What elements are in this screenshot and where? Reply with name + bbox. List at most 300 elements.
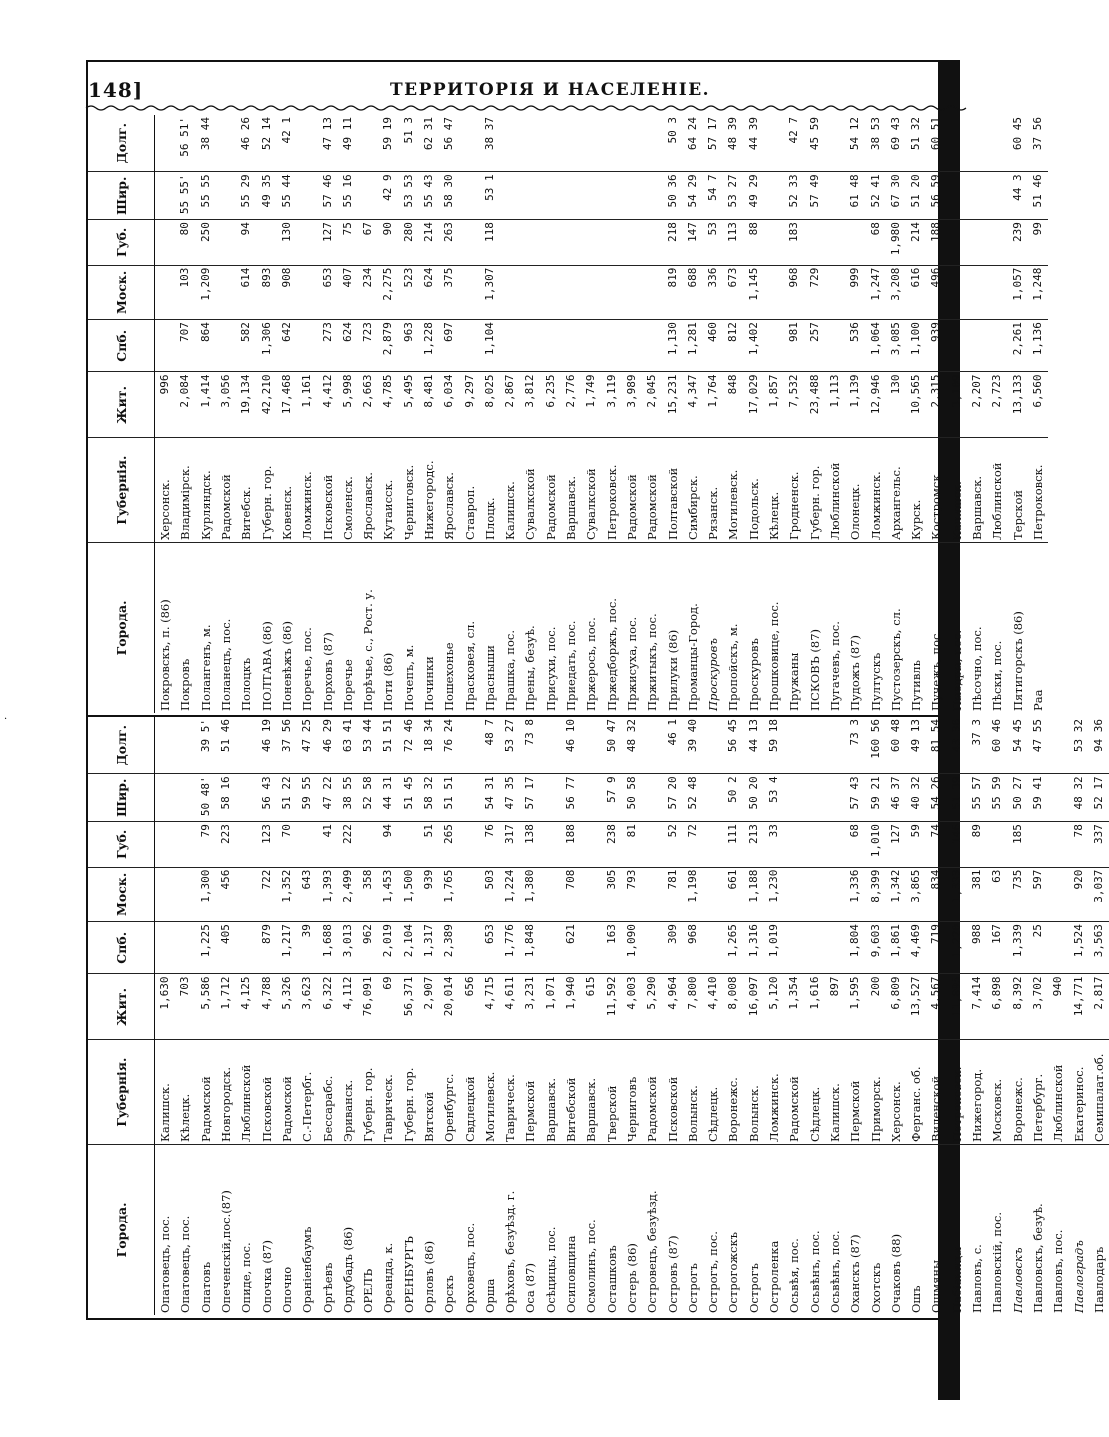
- value-cell: 3,865: [906, 867, 926, 922]
- city-cell: Опиде, пос.: [236, 1144, 256, 1315]
- value-cell: [541, 822, 561, 867]
- value-cell: 88: [744, 220, 764, 265]
- table-row: [1007, 717, 1027, 1315]
- table-row: [703, 717, 723, 1315]
- table-row: [1007, 115, 1027, 713]
- province-cell: Радомской: [541, 438, 561, 543]
- value-cell: 707: [175, 320, 195, 372]
- value-cell: 1,804: [845, 922, 865, 974]
- city-cell: Опатовецъ, пос.: [175, 1144, 195, 1315]
- city-cell: Полангенъ, м.: [196, 542, 216, 713]
- value-cell: 46 1: [665, 719, 679, 746]
- value-cell: 200: [865, 974, 885, 1040]
- city-cell: Прилуки (86): [662, 542, 682, 713]
- value-cell: 52 33: [784, 172, 804, 220]
- city-cell: Полоцкъ: [236, 542, 256, 713]
- value-cell: 812: [723, 320, 743, 372]
- value-cell: [520, 220, 540, 265]
- value-cell: 6,898: [987, 974, 1007, 1040]
- value-cell: [947, 172, 967, 220]
- province-cell: Семипалат.об.: [1089, 1040, 1109, 1145]
- value-cell: 76 24: [442, 719, 456, 753]
- value-cell: [175, 867, 195, 922]
- province-cell: Люблинской: [825, 438, 845, 543]
- value-cell: 51: [419, 822, 439, 867]
- value-cell: [764, 220, 784, 265]
- value-cell: 893: [256, 265, 276, 320]
- table-row: [967, 115, 987, 713]
- value-cell: 56 47: [442, 117, 456, 151]
- table-row: [500, 115, 520, 713]
- city-cell: Острогъ: [744, 1144, 764, 1315]
- value-cell: 51 32: [909, 117, 923, 151]
- value-cell: 496: [926, 265, 946, 320]
- city-cell: Опеченскій,пос.(87): [216, 1144, 236, 1315]
- city-cell: Раа: [1028, 542, 1048, 713]
- value-cell: 1,139: [845, 372, 865, 438]
- value-cell: 40 32: [906, 774, 926, 822]
- value-cell: 834: [926, 867, 946, 922]
- value-cell: [541, 172, 561, 220]
- value-cell: 305: [602, 867, 622, 922]
- value-cell: [581, 320, 601, 372]
- value-cell: [459, 220, 479, 265]
- province-cell: Варшавск.: [541, 1040, 561, 1145]
- city-cell: Пабіаницы: [947, 1144, 967, 1315]
- value-cell: [541, 115, 561, 172]
- value-cell: [459, 172, 479, 220]
- value-cell: 68: [865, 220, 885, 265]
- city-cell: Проскуровъ: [703, 542, 723, 713]
- value-cell: [703, 867, 723, 922]
- value-cell: 2,776: [561, 372, 581, 438]
- value-cell: 57 46: [317, 172, 337, 220]
- value-cell: 146: [947, 822, 967, 867]
- city-cell: Ореанда, к.: [378, 1144, 398, 1315]
- value-cell: 1,228: [419, 320, 439, 372]
- city-cell: Ошъ: [906, 1144, 926, 1315]
- value-cell: 43 36: [949, 719, 963, 753]
- province-cell: Оренбургс.: [439, 1040, 459, 1145]
- value-cell: [825, 115, 845, 172]
- city-cell: Опочка (87): [256, 1144, 276, 1315]
- value-cell: 1,198: [683, 867, 703, 922]
- value-cell: 4,611: [500, 974, 520, 1040]
- province-cell: Нижегородс.: [419, 438, 439, 543]
- value-cell: 118: [480, 220, 500, 265]
- value-cell: 4,003: [622, 974, 642, 1040]
- value-cell: 72 46: [401, 719, 415, 753]
- value-cell: [947, 265, 967, 320]
- value-cell: [541, 774, 561, 822]
- value-cell: 42 7: [787, 117, 801, 144]
- value-cell: 819: [662, 265, 682, 320]
- value-cell: 897: [825, 974, 845, 1040]
- value-cell: 263: [439, 220, 459, 265]
- value-cell: 218: [662, 220, 682, 265]
- value-cell: 4,715: [480, 974, 500, 1040]
- value-cell: 56 77: [561, 774, 581, 822]
- value-cell: 2,389: [439, 922, 459, 974]
- table-row: [744, 115, 764, 713]
- value-cell: 257: [805, 320, 825, 372]
- value-cell: 1,453: [378, 867, 398, 922]
- rotated-table: [88, 115, 1106, 1315]
- city-cell: Островъ (87): [662, 1144, 682, 1315]
- value-cell: 1,316: [744, 922, 764, 974]
- city-cell: Поти (86): [378, 542, 398, 713]
- column-header: Спб.: [88, 320, 155, 372]
- value-cell: 61 48: [845, 172, 865, 220]
- city-cell: Пржедборжъ, пос.: [602, 542, 622, 713]
- value-cell: 56 59: [926, 172, 946, 220]
- value-cell: [459, 115, 479, 172]
- city-cell: Пустозерскъ, сл.: [886, 542, 906, 713]
- province-cell: Люблинской: [236, 1040, 256, 1145]
- province-cell: Виленской: [926, 1040, 946, 1145]
- value-cell: 1,712: [216, 974, 236, 1040]
- value-cell: [297, 320, 317, 372]
- value-cell: 1,354: [784, 974, 804, 1040]
- province-cell: Екатеринос.: [1068, 1040, 1088, 1145]
- column-header: Шир.: [88, 172, 155, 220]
- city-cell: Пыздры, пос.: [947, 542, 967, 713]
- column-header: Моск.: [88, 265, 155, 320]
- value-cell: 1,281: [683, 320, 703, 372]
- city-cell: Пудожъ (87): [845, 542, 865, 713]
- value-cell: 14,771: [1068, 974, 1088, 1040]
- value-cell: 214: [419, 220, 439, 265]
- value-cell: 1,071: [541, 974, 561, 1040]
- value-cell: 81: [622, 822, 642, 867]
- value-cell: 8,399: [865, 867, 885, 922]
- province-cell: Ломжинск.: [764, 1040, 784, 1145]
- value-cell: 1,209: [196, 265, 216, 320]
- table-row: [987, 717, 1007, 1315]
- table-row: [1068, 717, 1088, 1315]
- city-cell: ОРЕЛЪ: [358, 1144, 378, 1315]
- value-cell: 39: [297, 922, 317, 974]
- city-cell: Пружаны: [784, 542, 804, 713]
- value-cell: 309: [662, 922, 682, 974]
- table-row: [947, 717, 967, 1315]
- value-cell: 5,326: [277, 974, 297, 1040]
- value-cell: [703, 822, 723, 867]
- city-cell: Пултускъ: [865, 542, 885, 713]
- value-cell: 59 21: [865, 774, 885, 822]
- value-cell: [622, 220, 642, 265]
- province-cell: Черниговск.: [399, 438, 419, 543]
- value-cell: [561, 320, 581, 372]
- value-cell: [805, 774, 825, 822]
- value-cell: 185: [1007, 822, 1027, 867]
- table-row: [459, 717, 479, 1315]
- value-cell: 75: [338, 220, 358, 265]
- value-cell: 55 16: [338, 172, 358, 220]
- value-cell: [541, 265, 561, 320]
- value-cell: 55 29: [236, 172, 256, 220]
- value-cell: 661: [723, 867, 743, 922]
- city-cell: Осташковъ: [602, 1144, 622, 1315]
- value-cell: 2,879: [378, 320, 398, 372]
- table-right-half: [88, 115, 1045, 713]
- value-cell: 1,336: [845, 867, 865, 922]
- value-cell: 70: [277, 822, 297, 867]
- table-row: [520, 115, 540, 713]
- value-cell: [297, 822, 317, 867]
- value-cell: 55 55: [196, 172, 216, 220]
- province-cell: Таврическ.: [500, 1040, 520, 1145]
- city-cell: Порховъ (87): [317, 542, 337, 713]
- value-cell: 89: [967, 822, 987, 867]
- city-cell: Орскъ: [439, 1144, 459, 1315]
- table-row: [906, 717, 926, 1315]
- value-cell: 23,488: [805, 372, 825, 438]
- province-cell: Подольск.: [744, 438, 764, 543]
- value-cell: 3,702: [1028, 974, 1048, 1040]
- city-cell: Орша: [480, 1144, 500, 1315]
- city-cell: Поневѣжъ (86): [277, 542, 297, 713]
- table-row: [480, 115, 500, 713]
- city-cell: Опатовъ: [196, 1144, 216, 1315]
- value-cell: 50 48': [196, 774, 216, 822]
- value-cell: 39 5': [198, 719, 212, 753]
- value-cell: 12,946: [865, 372, 885, 438]
- value-cell: 3,231: [520, 974, 540, 1040]
- province-cell: Радомской: [196, 1040, 216, 1145]
- value-cell: 273: [317, 320, 337, 372]
- value-cell: 336: [703, 265, 723, 320]
- value-cell: 729: [805, 265, 825, 320]
- table-row: [602, 717, 622, 1315]
- value-cell: [642, 822, 662, 867]
- value-cell: [561, 265, 581, 320]
- province-cell: Губерн. гор.: [805, 438, 825, 543]
- value-cell: [602, 220, 622, 265]
- province-cell: Смоленск.: [338, 438, 358, 543]
- table-row: [358, 717, 378, 1315]
- province-cell: Пермской: [845, 1040, 865, 1145]
- value-cell: 9,603: [865, 922, 885, 974]
- value-cell: 76: [480, 822, 500, 867]
- value-cell: 1,339: [1007, 922, 1027, 974]
- province-cell: Ярославск.: [358, 438, 378, 543]
- province-cell: Калишск.: [947, 438, 967, 543]
- value-cell: 46 26: [239, 117, 253, 151]
- value-cell: 18 34: [422, 719, 435, 753]
- value-cell: [541, 717, 561, 774]
- value-cell: 1,317: [419, 922, 439, 974]
- table-row: [622, 717, 642, 1315]
- province-cell: Таврическ.: [378, 1040, 398, 1145]
- value-cell: [845, 220, 865, 265]
- province-cell: Радомской: [277, 1040, 297, 1145]
- table-row: [622, 115, 642, 713]
- value-cell: 69: [378, 974, 398, 1040]
- value-cell: 793: [622, 867, 642, 922]
- value-cell: [175, 822, 195, 867]
- value-cell: [155, 220, 176, 265]
- city-cell: Оса (87): [520, 1144, 540, 1315]
- value-cell: 2,663: [358, 372, 378, 438]
- value-cell: 59 19: [381, 117, 395, 151]
- value-cell: [967, 220, 987, 265]
- value-cell: [155, 265, 176, 320]
- value-cell: 57 49: [805, 172, 825, 220]
- value-cell: [155, 172, 176, 220]
- value-cell: 62 31: [422, 117, 435, 151]
- value-cell: 50 2: [723, 774, 743, 822]
- table-row: [419, 717, 439, 1315]
- city-cell: Пржитыкъ, пос.: [642, 542, 662, 713]
- value-cell: 38 37: [482, 117, 496, 151]
- city-cell: Оргѣевъ: [317, 1144, 337, 1315]
- value-cell: [703, 922, 723, 974]
- value-cell: 1,247: [865, 265, 885, 320]
- value-cell: 223: [216, 822, 236, 867]
- province-cell: Витебск.: [236, 438, 256, 543]
- province-cell: Псковской: [256, 1040, 276, 1145]
- value-cell: [825, 922, 845, 974]
- value-cell: [805, 220, 825, 265]
- value-cell: 13,133: [1007, 372, 1027, 438]
- value-cell: [216, 172, 236, 220]
- column-header: Губернія.: [88, 438, 155, 543]
- table-row: [378, 717, 398, 1315]
- value-cell: 54 12: [848, 117, 862, 151]
- column-header: Губ.: [88, 220, 155, 265]
- table-row: [764, 717, 784, 1315]
- city-cell: Присухи, пос.: [541, 542, 561, 713]
- table-row: [317, 115, 337, 713]
- city-cell: Пятигорскъ (86): [1007, 542, 1027, 713]
- value-cell: 614: [236, 265, 256, 320]
- city-cell: Осиповщина: [561, 1144, 581, 1315]
- province-cell: Сувалкской: [520, 438, 540, 543]
- city-cell: Остроленка: [764, 1144, 784, 1315]
- value-cell: 94: [236, 220, 256, 265]
- header-row: [88, 717, 155, 1315]
- value-cell: 54 31: [480, 774, 500, 822]
- city-cell: Павлодаръ: [1089, 1144, 1109, 1315]
- value-cell: [236, 922, 256, 974]
- value-cell: [297, 220, 317, 265]
- province-cell: Херсонск.: [886, 1040, 906, 1145]
- value-cell: 460: [703, 320, 723, 372]
- value-cell: 213: [744, 822, 764, 867]
- value-cell: [947, 220, 967, 265]
- value-cell: 939: [419, 867, 439, 922]
- value-cell: 64 24: [685, 117, 699, 151]
- province-cell: Люблинской: [1048, 1040, 1068, 1145]
- province-cell: Петербург.: [1028, 1040, 1048, 1145]
- province-cell: Архангельс.: [886, 438, 906, 543]
- value-cell: 160 56: [868, 719, 882, 759]
- column-header: Губернія.: [88, 1040, 155, 1145]
- value-cell: 962: [358, 922, 378, 974]
- city-cell: Путивль: [906, 542, 926, 713]
- value-cell: 996: [155, 372, 176, 438]
- value-cell: [805, 717, 825, 774]
- value-cell: [500, 320, 520, 372]
- value-cell: [561, 220, 581, 265]
- value-cell: [987, 220, 1007, 265]
- value-cell: 642: [277, 320, 297, 372]
- city-cell: ОРЕНБУРГЪ: [399, 1144, 419, 1315]
- value-cell: 3,989: [622, 372, 642, 438]
- table-row: [581, 115, 601, 713]
- value-cell: 5,120: [764, 974, 784, 1040]
- value-cell: 113: [723, 220, 743, 265]
- value-cell: 54 7: [703, 172, 723, 220]
- value-cell: [175, 717, 195, 774]
- value-cell: 57 9: [602, 774, 622, 822]
- value-cell: 723: [358, 320, 378, 372]
- value-cell: 337: [1089, 822, 1109, 867]
- value-cell: [805, 867, 825, 922]
- value-cell: 1,333: [947, 867, 967, 922]
- value-cell: 4,788: [256, 974, 276, 1040]
- value-cell: 4,125: [236, 974, 256, 1040]
- value-cell: 57 17: [706, 117, 720, 151]
- value-cell: [825, 220, 845, 265]
- city-cell: Прашка, пос.: [500, 542, 520, 713]
- table-row: [399, 717, 419, 1315]
- province-cell: Варшавск.: [581, 1040, 601, 1145]
- value-cell: 59: [906, 822, 926, 867]
- value-cell: 1,595: [845, 974, 865, 1040]
- header-row: [88, 115, 155, 713]
- city-cell: Осѣцицы, пос.: [541, 1144, 561, 1315]
- value-cell: 94: [378, 822, 398, 867]
- column-header: Жит.: [88, 372, 155, 438]
- value-cell: [541, 220, 561, 265]
- city-cell: Поречье, пос.: [297, 542, 317, 713]
- value-cell: 999: [845, 265, 865, 320]
- value-cell: 50 47: [604, 719, 618, 753]
- city-cell: Прасковея, сл.: [459, 542, 479, 713]
- value-cell: 54 29: [683, 172, 703, 220]
- value-cell: 239: [1007, 220, 1027, 265]
- value-cell: 52: [662, 822, 682, 867]
- city-cell: Павловскъ, безуѣ.: [1028, 1144, 1048, 1315]
- value-cell: [500, 172, 520, 220]
- table-row: [338, 717, 358, 1315]
- value-cell: [358, 115, 378, 172]
- table-row: [602, 115, 622, 713]
- value-cell: 51 45: [399, 774, 419, 822]
- value-cell: [297, 265, 317, 320]
- value-cell: 621: [561, 922, 581, 974]
- province-cell: Волынск.: [744, 1040, 764, 1145]
- value-cell: 988: [967, 922, 987, 974]
- value-cell: 3,208: [886, 265, 906, 320]
- value-cell: 50 58: [622, 774, 642, 822]
- value-cell: 10,565: [906, 372, 926, 438]
- table-row: [906, 115, 926, 713]
- value-cell: 1,064: [865, 320, 885, 372]
- value-cell: 53 27: [723, 172, 743, 220]
- value-cell: 1,688: [317, 922, 337, 974]
- value-cell: 2,104: [399, 922, 419, 974]
- value-cell: [622, 265, 642, 320]
- value-cell: [784, 774, 804, 822]
- value-cell: 2,723: [987, 372, 1007, 438]
- value-cell: 624: [419, 265, 439, 320]
- value-cell: 53 4: [764, 774, 784, 822]
- value-cell: 4,785: [378, 372, 398, 438]
- value-cell: 222: [338, 822, 358, 867]
